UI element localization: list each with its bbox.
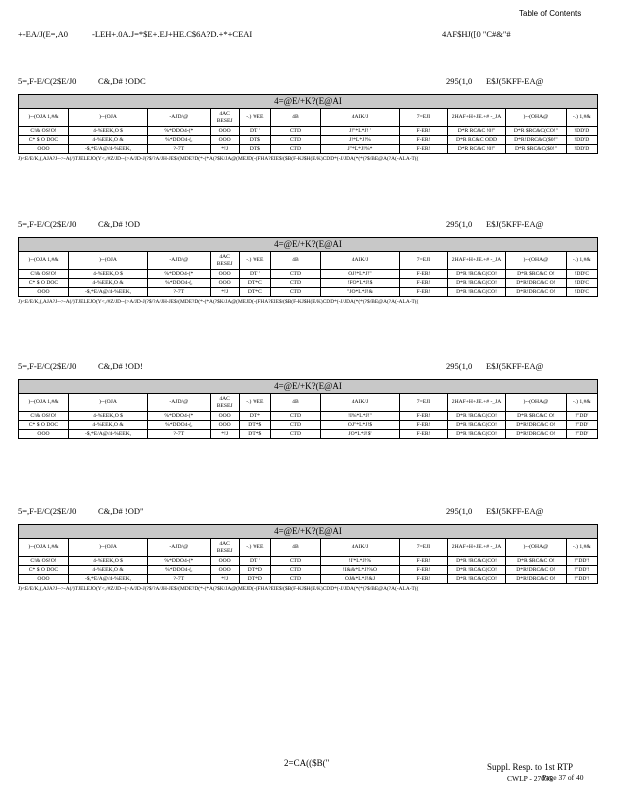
- column-header: -.) 1,#&: [566, 394, 597, 412]
- section-right-label-2: E$J(5KFF-EA@: [486, 219, 544, 229]
- table-band-title: 4=@E/+K?(E@AI: [19, 380, 598, 394]
- column-header: -.) '#EE: [239, 539, 270, 557]
- table-cell: CTD: [270, 421, 320, 430]
- column-header: 4AC BESEJ: [210, 252, 239, 270]
- table-cell: %*DDO4-(*: [148, 412, 210, 421]
- column-header: )--(OJA 1,#&: [19, 539, 69, 557]
- footer-center-text: 2=CA(($B(": [284, 758, 330, 768]
- table-cell: D*R $RC&C O!: [506, 270, 566, 279]
- section-4: [18, 506, 598, 592]
- column-header: )--(OJA: [68, 539, 147, 557]
- table-cell: C!& OS!O!: [19, 557, 69, 566]
- table-cell: CTD: [270, 430, 320, 439]
- column-header: 4AIK/J: [320, 252, 399, 270]
- table-cell: %*DDO4-(,: [148, 136, 210, 145]
- section-label: 5=,F-E/C(2$E/J0: [18, 219, 77, 229]
- table-cell: CTD: [270, 270, 320, 279]
- table-cell: OOO: [210, 279, 239, 288]
- column-header: )--(OJA 1,#&: [19, 109, 69, 127]
- table-row: [19, 270, 598, 279]
- section-header: [18, 219, 598, 233]
- table-cell: !DD'C: [566, 279, 597, 288]
- table-of-contents-link[interactable]: Table of Contents: [519, 9, 582, 18]
- column-header: 4AC BESEJ: [210, 539, 239, 557]
- table-cell: 4-%EEK,O $: [68, 270, 147, 279]
- table-cell: *!J: [210, 430, 239, 439]
- table-cell: C* $ O DOC: [19, 566, 69, 575]
- section-code: C&,D# !ODC: [98, 76, 146, 86]
- column-header: 4B: [270, 539, 320, 557]
- table-cell: OOO: [210, 566, 239, 575]
- table-cell: F-ER!: [400, 575, 448, 584]
- header-left-1: +-EA/J(E=,A0: [18, 29, 68, 39]
- table-row: [19, 412, 598, 421]
- table-row: [19, 575, 598, 584]
- table-cell: DT*C: [239, 288, 270, 297]
- table-cell: !I'*L*J!%: [320, 557, 399, 566]
- footer-document-title: Suppl. Resp. to 1st RTP: [487, 762, 573, 772]
- table-cell: OJ&*L*J!&J: [320, 575, 399, 584]
- table-cell: !"DD'!: [566, 557, 597, 566]
- column-header: -.) '#EE: [239, 394, 270, 412]
- table-band-title: 4=@E/+K?(E@AI: [19, 238, 598, 252]
- table-cell: DT$: [239, 145, 270, 154]
- data-table: [18, 94, 598, 154]
- table-cell: CTD: [270, 288, 320, 297]
- table-cell: -$,*E/A@/4-%EEK,: [68, 430, 147, 439]
- column-header-row: [19, 252, 598, 270]
- table-cell: DT ': [239, 557, 270, 566]
- table-cell: D*R!DRC&C O!: [506, 421, 566, 430]
- column-header: -.) 1,#&: [566, 109, 597, 127]
- table-row: [19, 430, 598, 439]
- table-cell: D*R !RC&C(CO!: [447, 557, 505, 566]
- table-footnote: J)<E/E/K,(,AJA?J-->-A(/)TJELEJO(Y<,/#Z/JD--(>A/JD-J(?$/?A/JH-JE$/(MDE?D(*-(*A(?$K/JA@(MEJD(-(FHA?EIE$/($B(F-KJ$H(E/K)CDD*(-J/JDA(*(*(?$/BE@A(?A(-ALA-T((: [18, 156, 419, 162]
- column-header: -AJD/@: [148, 252, 210, 270]
- table-cell: D*R!DRC&C O!: [506, 279, 566, 288]
- section-1: [18, 76, 598, 162]
- table-cell: OOO: [19, 288, 69, 297]
- table-cell: D*R RC&C ODD: [447, 136, 505, 145]
- table-cell: !FO*L*J!$: [320, 279, 399, 288]
- table-row: [19, 145, 598, 154]
- table-cell: D*R!DRC&C O!: [506, 566, 566, 575]
- table-cell: DT*D: [239, 566, 270, 575]
- table-cell: %*DDO4-(,: [148, 421, 210, 430]
- column-header: -.) 1,#&: [566, 252, 597, 270]
- table-cell: !DD'C: [566, 270, 597, 279]
- column-header: 2HAF+H+JE.+# -_JA: [447, 109, 505, 127]
- header-right: 4AF$HJ([0 "C#&"#: [442, 29, 511, 39]
- table-cell: CTD: [270, 566, 320, 575]
- table-cell: OOO: [210, 421, 239, 430]
- table-cell: ?-7T: [148, 145, 210, 154]
- table-cell: D*R $RC&C($0!": [506, 145, 566, 154]
- table-cell: F-ER!: [400, 557, 448, 566]
- column-header: 2HAF+H+JE.+# -_JA: [447, 539, 505, 557]
- header-left-2: -LEH+.0A.J=*$E+.EJ+HE.C$6A?D.+*+CEAI: [92, 29, 253, 39]
- column-header: 2HAF+H+JE.+# -_JA: [447, 252, 505, 270]
- table-cell: OOO: [19, 145, 69, 154]
- table-cell: DT ': [239, 127, 270, 136]
- column-header: 2HAF+H+JE.+# -_JA: [447, 394, 505, 412]
- footer-page-number: Page 37 of 40: [542, 773, 584, 782]
- section-right-label-2: E$J(5KFF-EA@: [486, 506, 544, 516]
- table-cell: F-ER!: [400, 288, 448, 297]
- table-cell: CTD: [270, 127, 320, 136]
- table-cell: DT*C: [239, 279, 270, 288]
- table-cell: OJ!*L*J!": [320, 270, 399, 279]
- table-cell: D*R $RC&C O!: [506, 412, 566, 421]
- section-code: C&,D# !OD": [98, 506, 144, 516]
- data-table: [18, 237, 598, 297]
- table-cell: F-ER!: [400, 136, 448, 145]
- table-cell: !"DD': [566, 412, 597, 421]
- footer-bates-number: CWLP - 27035: [507, 774, 553, 783]
- table-cell: F-ER!: [400, 145, 448, 154]
- table-cell: !DD'D: [566, 145, 597, 154]
- table-cell: %*DDO4-(*: [148, 557, 210, 566]
- table-cell: D*R RC&C !0!": [447, 145, 505, 154]
- column-header: )--(OHA@: [506, 109, 566, 127]
- column-header: 4B: [270, 109, 320, 127]
- table-cell: CTD: [270, 557, 320, 566]
- column-header-row: [19, 394, 598, 412]
- table-cell: CTD: [270, 136, 320, 145]
- column-header: 4AIK/J: [320, 394, 399, 412]
- column-header: -.) 1,#&: [566, 539, 597, 557]
- table-cell: D*R $RC&C O!: [506, 557, 566, 566]
- table-cell: !DD'D: [566, 136, 597, 145]
- table-cell: -$,*E/A@/4-%EEK,: [68, 145, 147, 154]
- table-cell: F-ER!: [400, 412, 448, 421]
- table-cell: F-ER!: [400, 430, 448, 439]
- table-cell: OOO: [19, 575, 69, 584]
- column-header-row: [19, 109, 598, 127]
- table-cell: C!& OS!O!: [19, 412, 69, 421]
- section-code: C&,D# !OD: [98, 219, 141, 229]
- table-cell: !"DD': [566, 430, 597, 439]
- table-cell: F-ER!: [400, 566, 448, 575]
- column-header: -AJD/@: [148, 109, 210, 127]
- table-cell: D*R!DRC&C O!: [506, 288, 566, 297]
- table-footnote: J)<E/E/K,(,AJA?J-->-A(/)TJELEJO(Y<,/#Z/JD--(>A/JD-J(?$/?A/JH-JE$/(MDE?D(*-(*A(?$K/JA@(MEJD(-(FHA?EIE$/($B(F-KJ$H(E/K)CDD*(-J/JDA(*(*(?$/BE@A(?A(-ALA-T((: [18, 299, 419, 305]
- table-row: [19, 279, 598, 288]
- table-cell: *!J: [210, 575, 239, 584]
- section-label: 5=,F-E/C(2$E/J0: [18, 506, 77, 516]
- column-header: 7=EJI: [400, 539, 448, 557]
- table-cell: 4-%EEK,O $: [68, 412, 147, 421]
- table-band-title: 4=@E/+K?(E@AI: [19, 525, 598, 539]
- table-cell: C!& OS!O!: [19, 270, 69, 279]
- column-header: -.) '#EE: [239, 252, 270, 270]
- section-label: 5=,F-E/C(2$E/J0: [18, 76, 77, 86]
- table-cell: ?-7T: [148, 575, 210, 584]
- table-cell: F-ER!: [400, 270, 448, 279]
- table-cell: -$,*E/A@/4-%EEK,: [68, 575, 147, 584]
- table-cell: -$,*E/A@/4-%EEK,: [68, 288, 147, 297]
- table-row: [19, 136, 598, 145]
- table-cell: 4-%EEK,O &: [68, 279, 147, 288]
- table-cell: C* $ O DOC: [19, 136, 69, 145]
- table-cell: 4-%EEK,O &: [68, 136, 147, 145]
- table-row: [19, 288, 598, 297]
- table-cell: D*R !RC&C(CO!: [447, 575, 505, 584]
- column-header: 7=EJI: [400, 252, 448, 270]
- table-cell: D*R!DRC&C($0!": [506, 136, 566, 145]
- section-label: 5=,F-E/C(2$E/J0: [18, 361, 77, 371]
- table-cell: *!J: [210, 145, 239, 154]
- table-cell: C!& OS!O!: [19, 127, 69, 136]
- table-cell: ?-7T: [148, 430, 210, 439]
- table-cell: D*R !RC&C(CO!: [447, 288, 505, 297]
- table-cell: DT$: [239, 136, 270, 145]
- table-cell: OJ"*L*J!$: [320, 421, 399, 430]
- section-right-label: 295(1,0: [446, 506, 473, 516]
- table-cell: DT*: [239, 412, 270, 421]
- table-cell: DT*$: [239, 421, 270, 430]
- table-cell: CTD: [270, 279, 320, 288]
- table-cell: D*R $RC&C(CO!": [506, 127, 566, 136]
- table-cell: !I%*L*J!": [320, 412, 399, 421]
- table-cell: CTD: [270, 412, 320, 421]
- column-header: 4AC BESEJ: [210, 109, 239, 127]
- table-cell: D*R!DRC&C O!: [506, 575, 566, 584]
- column-header: -.) '#EE: [239, 109, 270, 127]
- table-cell: "JO*L*J!&: [320, 288, 399, 297]
- table-cell: JO*L*J!$': [320, 430, 399, 439]
- table-cell: OOO: [19, 430, 69, 439]
- table-cell: !"DD': [566, 421, 597, 430]
- column-header: )--(OHA@: [506, 252, 566, 270]
- table-row: [19, 557, 598, 566]
- table-cell: CTD: [270, 145, 320, 154]
- table-cell: !DD'D: [566, 127, 597, 136]
- section-right-label: 295(1,0: [446, 361, 473, 371]
- section-3: [18, 361, 598, 439]
- section-header: [18, 76, 598, 90]
- table-cell: CTD: [270, 575, 320, 584]
- table-cell: %*DDO4-(*: [148, 127, 210, 136]
- column-header: -AJD/@: [148, 394, 210, 412]
- table-cell: %*DDO4-(,: [148, 279, 210, 288]
- column-header: )--(OJA: [68, 109, 147, 127]
- column-header: 7=EJI: [400, 394, 448, 412]
- table-cell: D*R !RC&C(CO!: [447, 270, 505, 279]
- table-cell: *!J: [210, 288, 239, 297]
- column-header: )--(OJA: [68, 394, 147, 412]
- table-cell: DT ': [239, 270, 270, 279]
- column-header: )--(OJA 1,#&: [19, 394, 69, 412]
- table-cell: D*R RC&C !0!": [447, 127, 505, 136]
- column-header: )--(OJA 1,#&: [19, 252, 69, 270]
- table-cell: D*R !RC&C(CO!: [447, 421, 505, 430]
- section-2: [18, 219, 598, 305]
- data-table: [18, 379, 598, 439]
- table-cell: J!"*L*J! ': [320, 127, 399, 136]
- table-cell: !"DD'!: [566, 575, 597, 584]
- table-cell: !"DD'!: [566, 566, 597, 575]
- table-cell: F-ER!: [400, 279, 448, 288]
- table-cell: OOO: [210, 412, 239, 421]
- column-header: 4B: [270, 394, 320, 412]
- table-cell: !I&&*L*J!%O: [320, 566, 399, 575]
- table-cell: 4-%EEK,O &: [68, 421, 147, 430]
- table-cell: D*R !RC&C(CO!: [447, 430, 505, 439]
- table-cell: J!*L*J!%: [320, 136, 399, 145]
- table-cell: OOO: [210, 270, 239, 279]
- column-header: 4AIK/J: [320, 539, 399, 557]
- table-cell: D*R !RC&C(CO!: [447, 412, 505, 421]
- table-cell: 4-%EEK,O $: [68, 557, 147, 566]
- table-cell: D*R !RC&C(CO!: [447, 279, 505, 288]
- table-footnote: J)<E/E/K,(,AJA?J-->-A(/)TJELEJO(Y<,/#Z/JD--(>A/JD-J(?$/?A/JH-JE$/(MDE?D(*-(*A(?$K/JA@(MEJD(-(FHA?EIE$/($B(F-KJ$H(E/K)CDD*(-J/JDA(*(*(?$/BE@A(?A(-ALA-T((: [18, 586, 419, 592]
- section-header: [18, 361, 598, 375]
- table-cell: DT*D: [239, 575, 270, 584]
- table-cell: F-ER!: [400, 127, 448, 136]
- column-header: )--(OHA@: [506, 539, 566, 557]
- table-cell: ?-7T: [148, 288, 210, 297]
- table-cell: !DD'C: [566, 288, 597, 297]
- data-table: [18, 524, 598, 584]
- table-cell: J"*L*J!%*: [320, 145, 399, 154]
- column-header-row: [19, 539, 598, 557]
- table-cell: 4-%EEK,O &: [68, 566, 147, 575]
- table-cell: F-ER!: [400, 421, 448, 430]
- table-cell: DT*$: [239, 430, 270, 439]
- column-header: 7=EJI: [400, 109, 448, 127]
- section-code: C&,D# !OD!: [98, 361, 143, 371]
- section-right-label: 295(1,0: [446, 76, 473, 86]
- table-cell: C* $ O DOC: [19, 279, 69, 288]
- section-right-label-2: E$J(5KFF-EA@: [486, 76, 544, 86]
- table-row: [19, 421, 598, 430]
- table-cell: %*DDO4-(*: [148, 270, 210, 279]
- table-cell: %*DDO4-(,: [148, 566, 210, 575]
- column-header: -AJD/@: [148, 539, 210, 557]
- table-cell: OOO: [210, 557, 239, 566]
- table-cell: C* $ O DOC: [19, 421, 69, 430]
- table-band-title: 4=@E/+K?(E@AI: [19, 95, 598, 109]
- table-row: [19, 566, 598, 575]
- column-header: 4AIK/J: [320, 109, 399, 127]
- column-header: )--(OHA@: [506, 394, 566, 412]
- table-row: [19, 127, 598, 136]
- table-cell: D*R !RC&C(CO!: [447, 566, 505, 575]
- table-cell: D*R!DRC&C O!: [506, 430, 566, 439]
- table-cell: OOO: [210, 127, 239, 136]
- table-cell: OOO: [210, 136, 239, 145]
- table-cell: 4-%EEK,O $: [68, 127, 147, 136]
- column-header: 4B: [270, 252, 320, 270]
- section-right-label: 295(1,0: [446, 219, 473, 229]
- column-header: )--(OJA: [68, 252, 147, 270]
- section-right-label-2: E$J(5KFF-EA@: [486, 361, 544, 371]
- section-header: [18, 506, 598, 520]
- column-header: 4AC BESEJ: [210, 394, 239, 412]
